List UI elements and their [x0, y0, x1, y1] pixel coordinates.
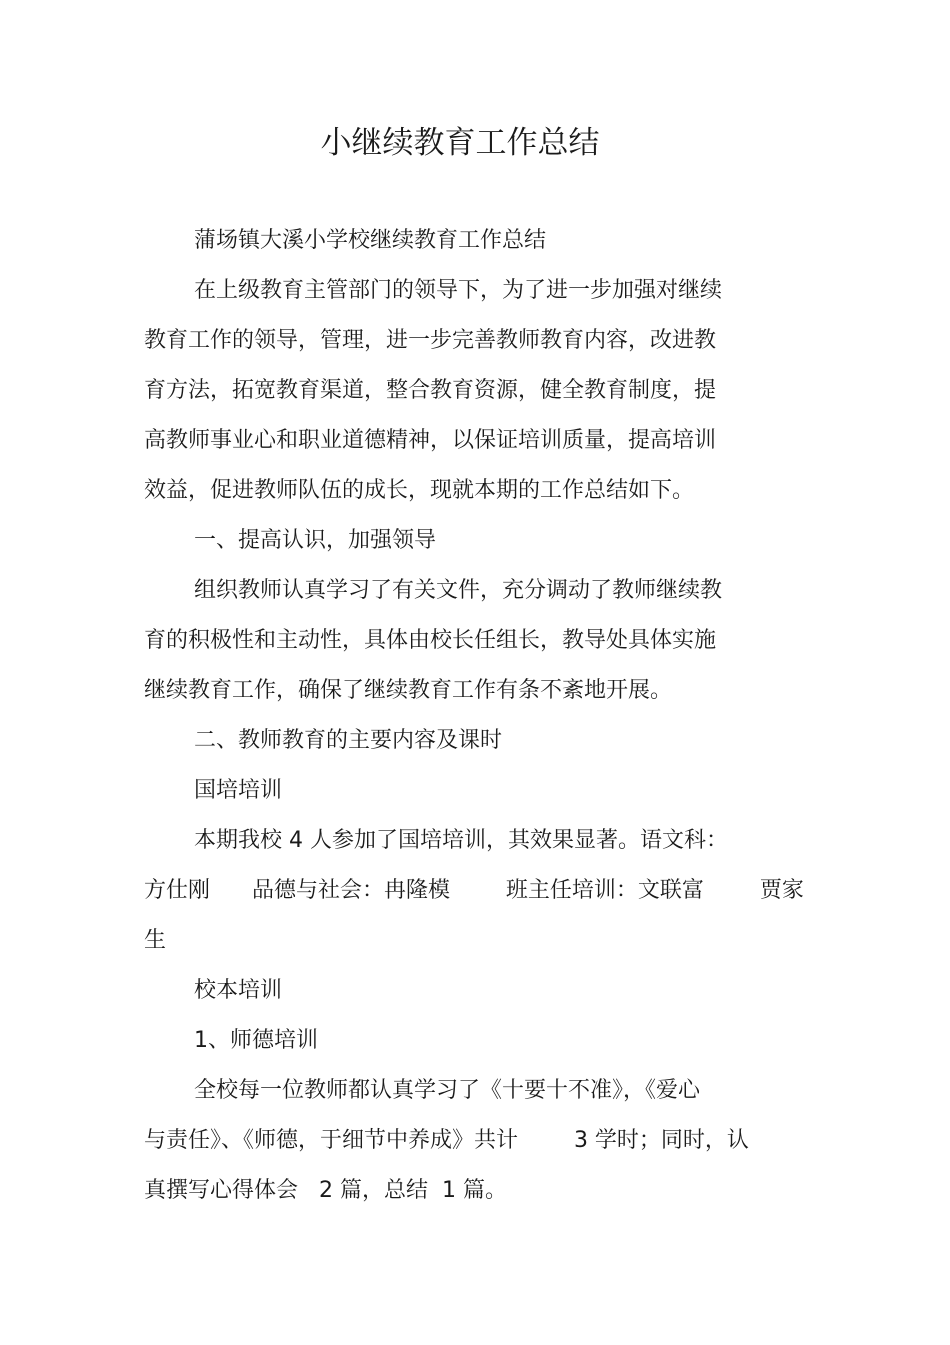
paragraph-line: 组织教师认真学习了有关文件，充分调动了教师继续教: [194, 578, 723, 603]
paragraph-line: 方仕刚 品德与社会：冉隆模 班主任培训：文联富 贾家: [144, 878, 804, 903]
paragraph-line: 真撰写心得体会 2 篇，总结 1 篇。: [144, 1178, 507, 1203]
paragraph-line: 高教师事业心和职业道德精神，以保证培训质量，提高培训: [144, 428, 717, 453]
paragraph-line: 育的积极性和主动性，具体由校长任组长，教导处具体实施: [144, 628, 717, 653]
paragraph-line: 全校每一位教师都认真学习了《十要十不准》，《爱心: [194, 1078, 701, 1103]
paragraph-line: 在上级教育主管部门的领导下，为了进一步加强对继续: [194, 278, 723, 303]
paragraph-line: 育方法，拓宽教育渠道，整合教育资源，健全教育制度，提: [144, 378, 717, 403]
document-title: 小继续教育工作总结: [320, 125, 600, 161]
section-heading-2: 二、教师教育的主要内容及课时: [194, 728, 503, 753]
section-heading-1: 一、提高认识，加强领导: [194, 528, 437, 553]
paragraph-line: 教育工作的领导，管理，进一步完善教师教育内容，改进教: [144, 328, 717, 353]
paragraph-line: 生: [144, 928, 167, 953]
paragraph-line: 继续教育工作，确保了继续教育工作有条不紊地开展。: [144, 678, 673, 703]
subsection-heading: 国培培训: [194, 778, 283, 803]
paragraph-line: 效益，促进教师队伍的成长，现就本期的工作总结如下。: [144, 478, 695, 503]
subtitle-line: 蒲场镇大溪小学校继续教育工作总结: [194, 228, 547, 253]
subsection-heading: 1、师德培训: [194, 1028, 318, 1053]
paragraph-line: 本期我校 4 人参加了国培培训，其效果显著。语文科：: [194, 828, 728, 853]
paragraph-line: 与责任》、《师德，于细节中养成》共计 3 学时；同时，认: [144, 1128, 749, 1153]
subsection-heading: 校本培训: [194, 978, 283, 1003]
